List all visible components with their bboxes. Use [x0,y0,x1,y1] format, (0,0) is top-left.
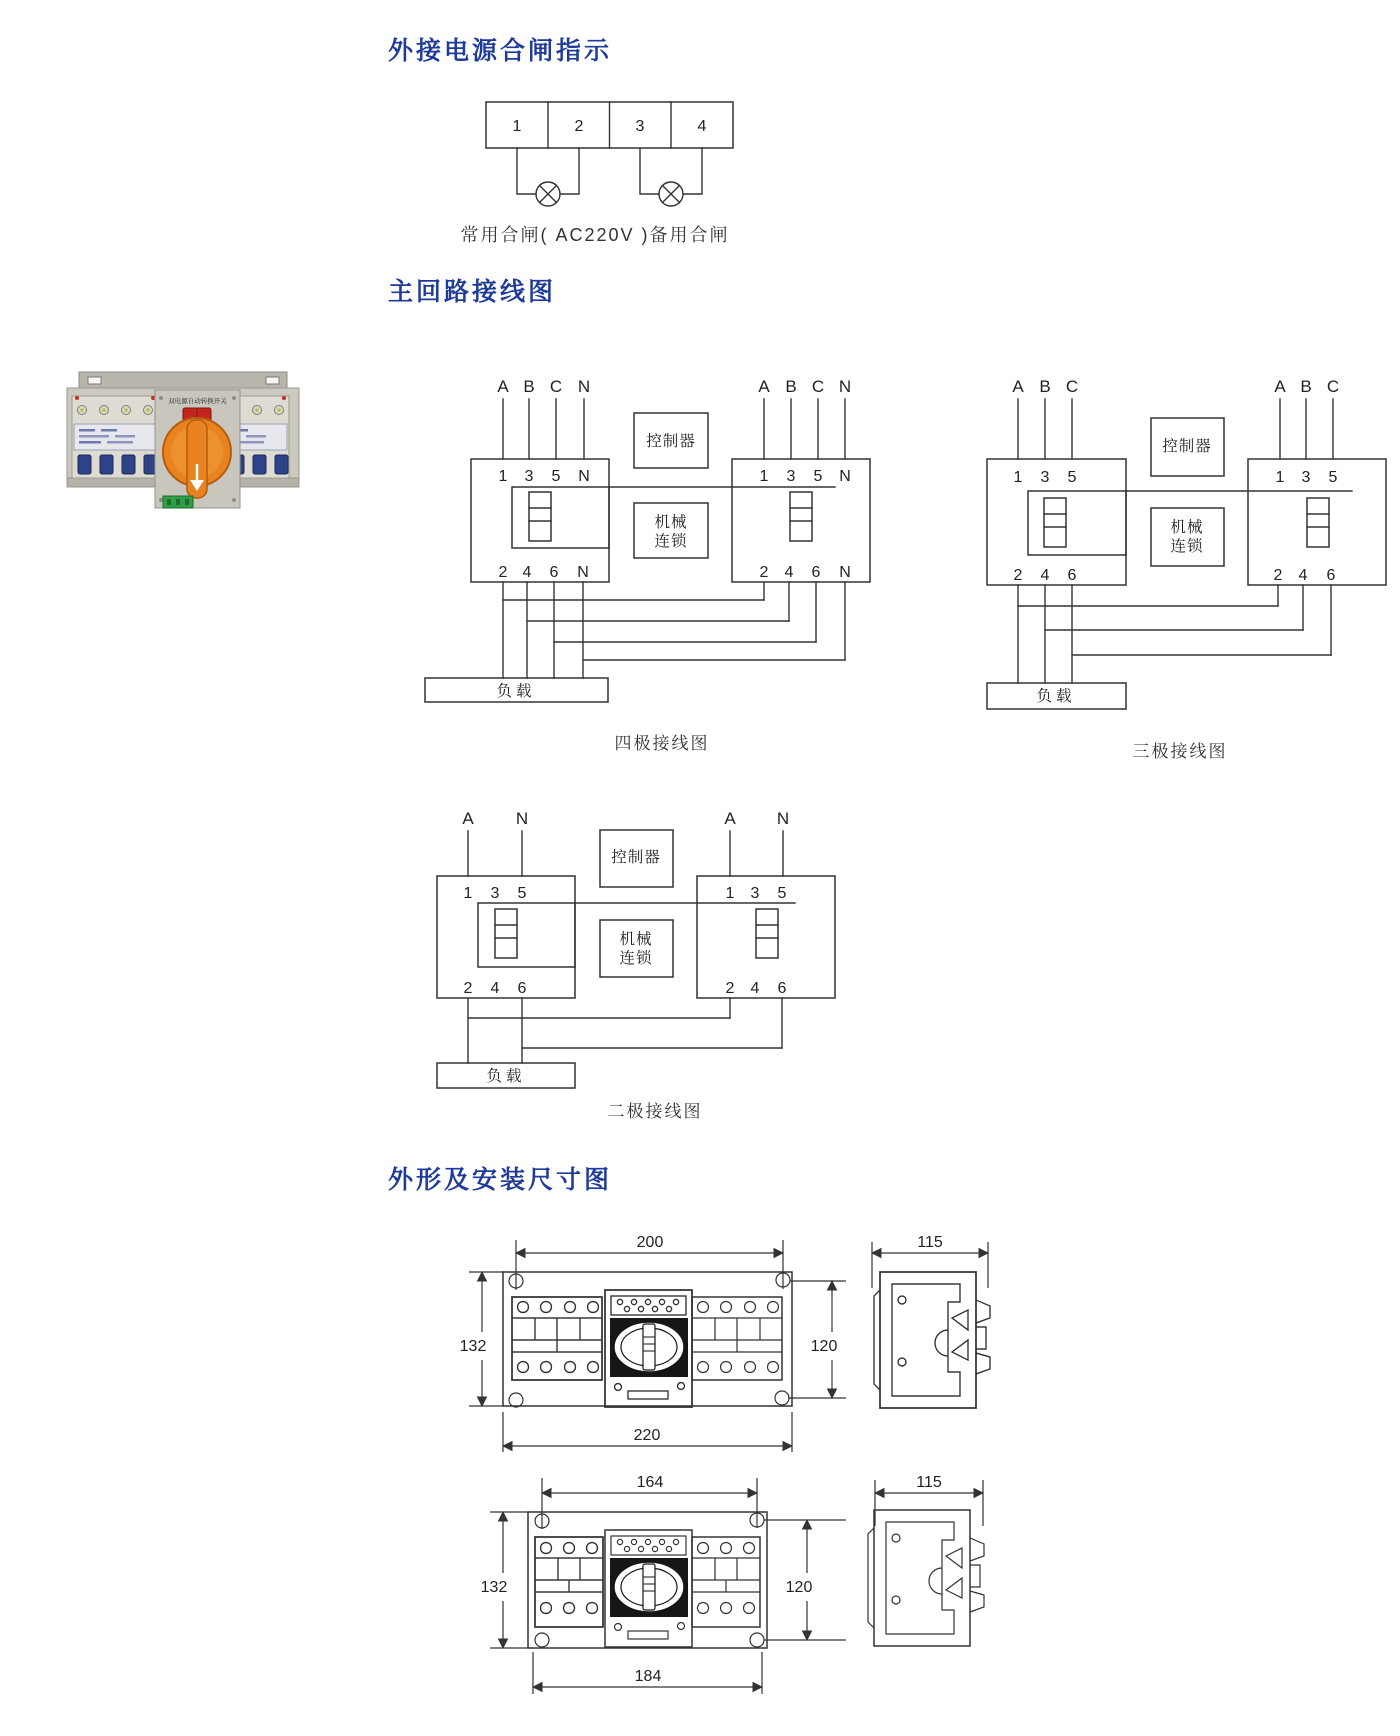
controller-box [600,830,673,887]
terminal-label: 1 [1275,469,1285,486]
mechanical-interlock-box [600,920,673,977]
terminal-label: 6 [777,980,787,997]
dim-label: 164 [636,1474,664,1491]
outline-drawing-1 [460,1234,990,1452]
phase-label: B [1300,377,1312,396]
dim-label: 132 [459,1338,487,1355]
controller-box [1151,418,1224,476]
phase-label: N [838,377,852,396]
phase-label: N [776,809,790,828]
section2-title: 主回路接线图 [388,278,557,306]
terminal-label: 3 [1301,469,1311,486]
terminal-number: 3 [635,118,645,135]
terminal-label: N [577,564,589,581]
terminal-label: 2 [498,564,508,581]
terminal-label: 5 [1328,469,1338,486]
panel-label: 双电源自动转换开关 [168,398,227,405]
lamp-diagram-caption: 常用合闸( AC220V )备用合闸 [460,225,730,245]
controller-label: 控制器 [1162,438,1212,455]
three-pole-wiring-diagram [980,370,1400,770]
terminal-label: 2 [725,980,735,997]
terminal-label: 5 [1067,469,1077,486]
terminal-label: 3 [490,885,500,902]
terminal-label: 2 [759,564,769,581]
terminal-label: 1 [725,885,735,902]
phase-label: B [523,377,535,396]
terminal-label: 2 [1273,567,1283,584]
phase-label: B [785,377,797,396]
load-label: 负载 [496,683,536,700]
terminal-label: 3 [750,885,760,902]
phase-label: C [1326,377,1340,396]
dim-label: 120 [810,1338,838,1355]
section3-title: 外形及安装尺寸图 [388,1166,613,1194]
terminal-label: 1 [759,468,769,485]
breaker-left [987,459,1126,585]
terminal-label: 4 [522,564,532,581]
terminal-number: 1 [512,118,522,135]
lamp-indication-diagram [430,85,760,225]
load-wiring [1018,585,1331,683]
terminal-label: N [839,468,851,485]
controller-box [634,413,708,468]
terminal-label: 4 [490,980,500,997]
phase-label: A [1012,377,1024,396]
load-wiring [468,998,782,1063]
terminal-label: 3 [786,468,796,485]
mechanical-interlock-box [1151,508,1224,566]
terminal-label: 3 [524,468,534,485]
terminal-label: N [578,468,590,485]
load-wiring [503,582,845,678]
svg-text:机械: 机械 [1170,519,1204,536]
terminal-label: 2 [1013,567,1023,584]
phase-label: B [1039,377,1051,396]
terminal-label: 2 [463,980,473,997]
terminal-label: 5 [777,885,787,902]
load-label: 负载 [1036,688,1076,705]
lamp-icon [640,148,702,206]
terminal-label: 5 [813,468,823,485]
phase-label: C [549,377,563,396]
dim-label: 115 [916,1474,942,1491]
phase-lines [503,399,845,459]
load-box [425,678,608,702]
two-pole-wiring-diagram [430,795,820,1125]
mechanical-interlock-box [634,503,708,558]
svg-text:机械: 机械 [654,514,688,531]
phase-label: C [811,377,825,396]
terminal-label: 1 [498,468,508,485]
terminal-strip [486,102,733,148]
terminal-label: 6 [517,980,527,997]
terminal-label: N [839,564,851,581]
center-control-module [155,390,240,508]
four-pole-wiring-diagram [420,370,880,760]
section1-title: 外接电源合闸指示 [388,37,613,65]
controller-label: 控制器 [611,849,661,866]
breaker-right [697,876,835,998]
phase-label: A [758,377,770,396]
breaker-bank [72,396,158,478]
terminal-label: 5 [551,468,561,485]
dim-label: 115 [917,1234,943,1251]
dim-label: 220 [633,1427,661,1444]
terminal-label: 4 [750,980,760,997]
controller-label: 控制器 [646,433,696,450]
diagram-caption: 二极接线图 [607,1102,703,1121]
terminal-label: 3 [1040,469,1050,486]
terminal-label: 6 [549,564,559,581]
terminal-label: 6 [1326,567,1336,584]
dimension-drawings [455,1228,1015,1720]
product-photo [55,328,310,508]
svg-text:连锁: 连锁 [1170,538,1204,555]
phase-label: A [724,809,736,828]
terminal-label: 6 [811,564,821,581]
dim-label: 120 [785,1579,813,1596]
mounting-rail [79,372,287,389]
breaker-right [1248,459,1386,585]
svg-text:机械: 机械 [619,931,653,948]
terminal-label: 1 [463,885,473,902]
load-box [437,1063,575,1088]
breaker-left [437,876,575,998]
terminal-number: 4 [697,118,707,135]
lamp-icon [517,148,579,206]
terminal-label: 1 [1013,469,1023,486]
load-box [987,683,1126,709]
phase-label: C [1065,377,1079,396]
phase-label: N [577,377,591,396]
terminal-label: 4 [1298,567,1308,584]
phase-label: A [1274,377,1286,396]
terminal-label: 4 [784,564,794,581]
terminal-label: 5 [517,885,527,902]
dim-label: 200 [636,1234,664,1251]
terminal-number: 2 [574,118,584,135]
phase-label: A [497,377,509,396]
load-label: 负载 [486,1068,526,1085]
dim-label: 184 [634,1668,662,1685]
dim-label: 132 [480,1579,508,1596]
svg-text:连锁: 连锁 [654,533,688,550]
svg-text:连锁: 连锁 [619,950,653,967]
diagram-caption: 四极接线图 [614,734,710,753]
terminal-label: 4 [1040,567,1050,584]
outline-drawing-2 [481,1474,984,1694]
phase-label: A [462,809,474,828]
terminal-label: 6 [1067,567,1077,584]
phase-label: N [515,809,529,828]
diagram-caption: 三极接线图 [1132,742,1228,761]
